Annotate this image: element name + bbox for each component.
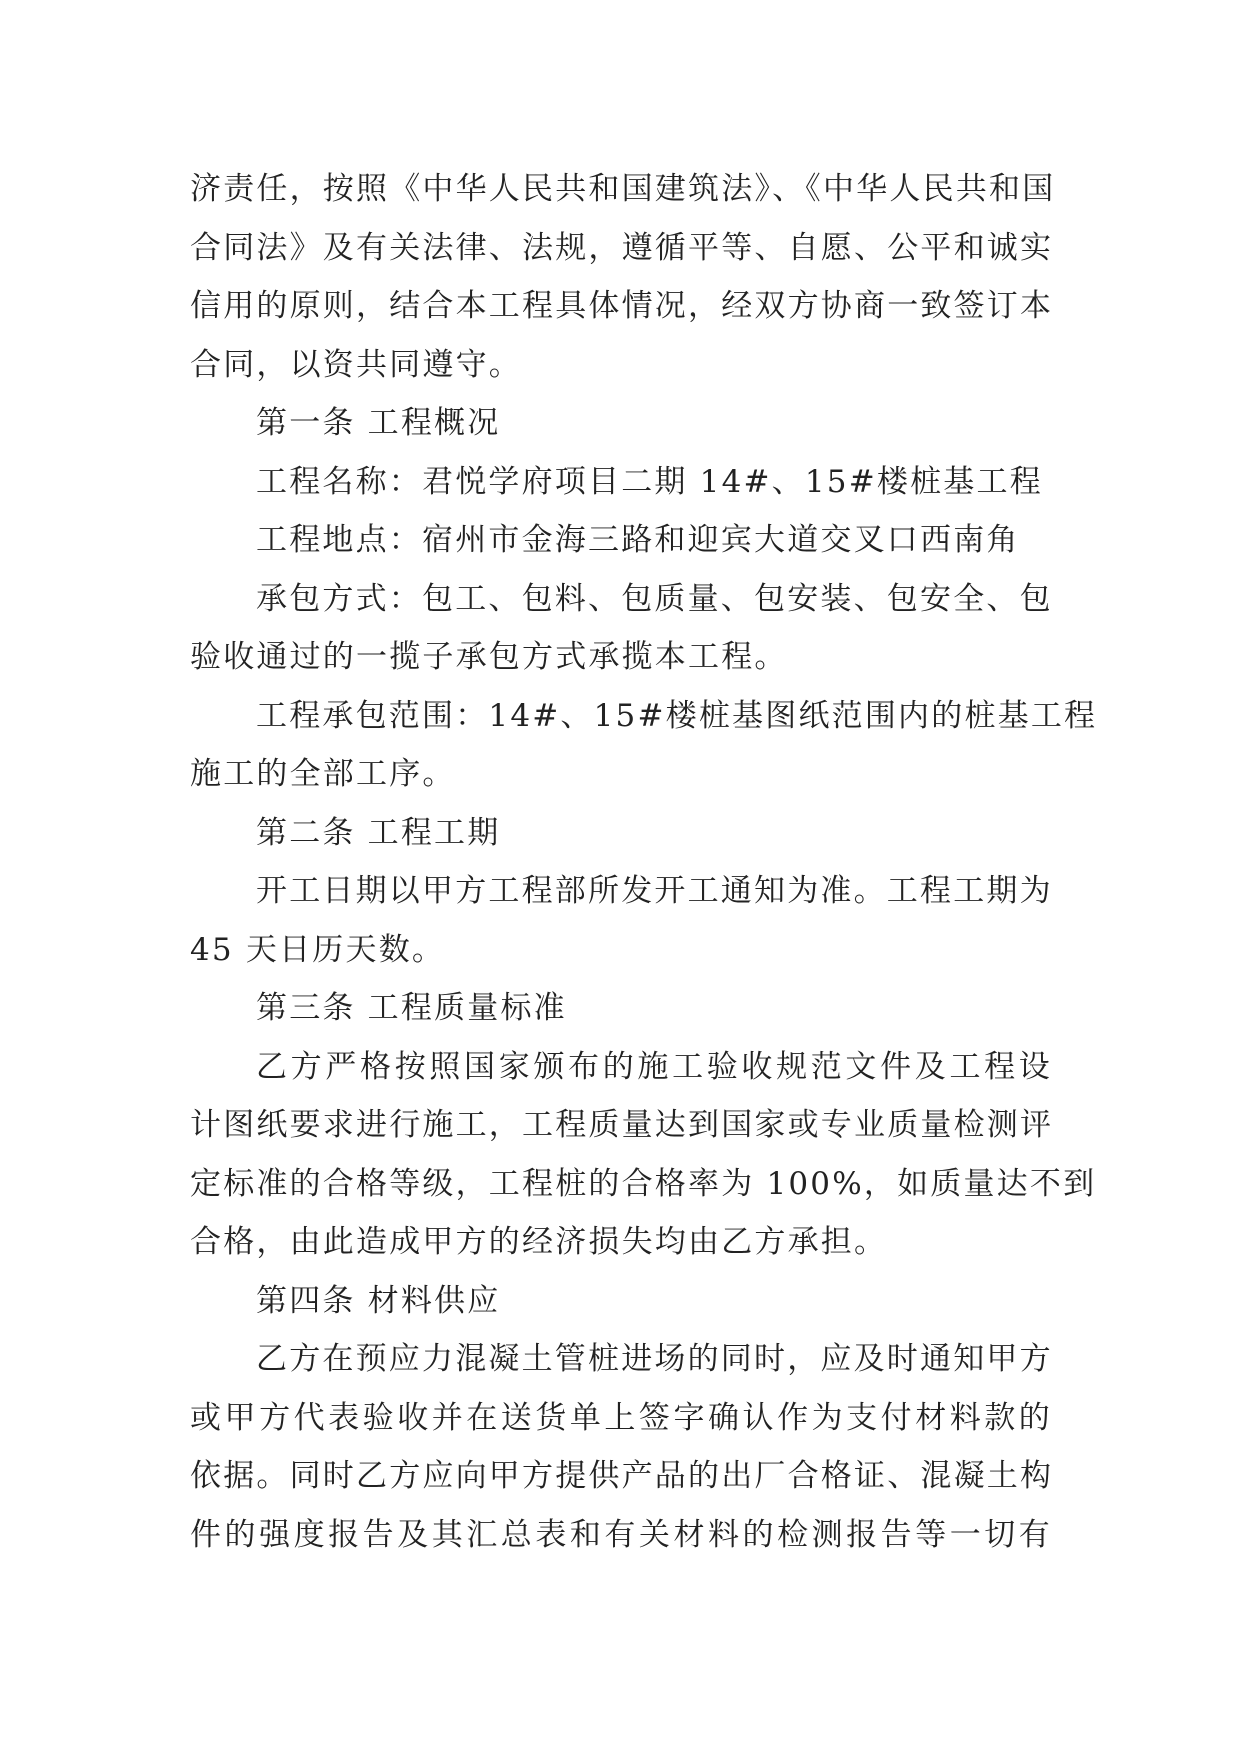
text-line: 第一条 工程概况 — [256, 405, 501, 441]
text-line: 开工日期以甲方工程部所发开工通知为准。工程工期为 — [256, 873, 1053, 909]
text-line: 乙方在预应力混凝土管桩进场的同时，应及时通知甲方 — [256, 1341, 1053, 1377]
text-line: 验收通过的一揽子承包方式承揽本工程。 — [190, 639, 788, 675]
text-line: 合格，由此造成甲方的经济损失均由乙方承担。 — [190, 1224, 888, 1260]
text-line: 第二条 工程工期 — [256, 814, 501, 851]
text-line: 乙方严格按照国家颁布的施工验收规范文件及工程设 — [256, 1048, 1052, 1085]
text-line: 信用的原则，结合本工程具体情况，经双方协商一致签订本 — [190, 288, 1054, 324]
text-line: 依据。同时乙方应向甲方提供产品的出厂合格证、混凝土构 — [190, 1458, 1054, 1494]
text-line: 45 天日历天数。 — [190, 931, 446, 968]
text-line: 工程名称：君悦学府项目二期 14#、15#楼桩基工程 — [256, 463, 1043, 500]
text-line: 第四条 材料供应 — [256, 1282, 501, 1319]
text-line: 合同法》及有关法律、法规，遵循平等、自愿、公平和诚实 — [190, 229, 1054, 266]
text-line: 工程承包范围：14#、15#楼桩基图纸范围内的桩基工程 — [256, 697, 1098, 734]
text-line: 或甲方代表验收并在送货单上签字确认作为支付材料款的 — [190, 1399, 1052, 1436]
text-line: 施工的全部工序。 — [190, 756, 456, 792]
document-page — [190, 160, 1098, 1564]
text-line: 第三条 工程质量标准 — [256, 990, 567, 1026]
text-line: 济责任，按照《中华人民共和国建筑法》、《中华人民共和国 — [190, 171, 1056, 207]
text-line: 计图纸要求进行施工，工程质量达到国家或专业质量检测评 — [190, 1107, 1054, 1143]
text-line: 合同，以资共同遵守。 — [190, 346, 522, 383]
text-line: 定标准的合格等级，工程桩的合格率为 100%，如质量达不到 — [190, 1165, 1097, 1202]
text-line: 工程地点：宿州市金海三路和迎宾大道交叉口西南角 — [256, 522, 1020, 558]
text-line: 承包方式：包工、包料、包质量、包安装、包安全、包 — [256, 580, 1053, 617]
text-line: 件的强度报告及其汇总表和有关材料的检测报告等一切有 — [190, 1516, 1052, 1553]
